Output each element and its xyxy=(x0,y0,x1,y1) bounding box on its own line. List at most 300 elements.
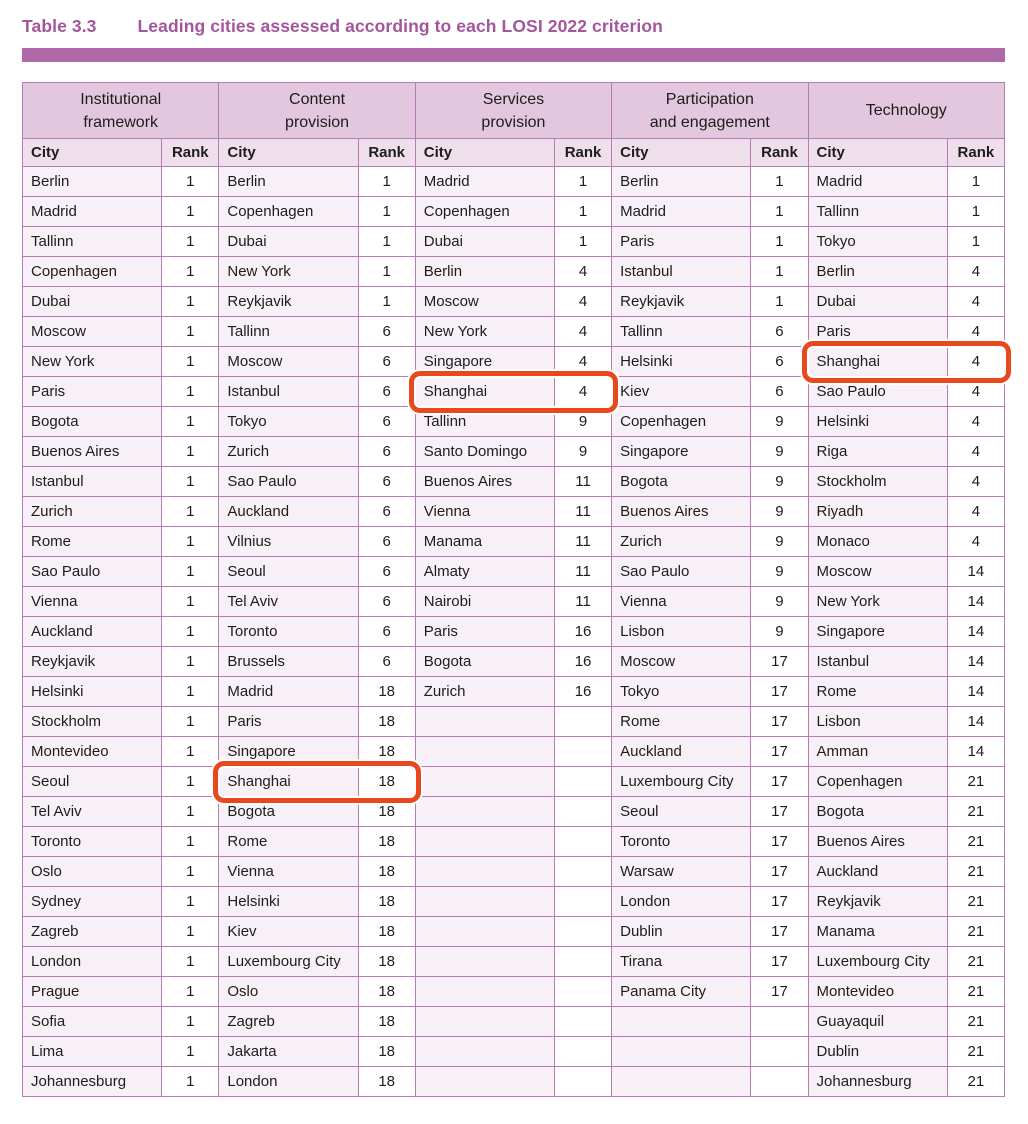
rank-cell: 9 xyxy=(751,437,808,467)
city-cell: Toronto xyxy=(612,827,751,857)
rank-cell: 1 xyxy=(751,167,808,197)
city-cell: Seoul xyxy=(612,797,751,827)
city-cell: Lisbon xyxy=(612,617,751,647)
city-cell xyxy=(415,917,554,947)
city-cell: Bogota xyxy=(612,467,751,497)
table-row xyxy=(23,437,1005,467)
losi-criteria-table xyxy=(22,82,1005,1097)
city-cell: Buenos Aires xyxy=(612,497,751,527)
rank-cell: 1 xyxy=(162,227,219,257)
rank-cell: 18 xyxy=(358,767,415,797)
city-cell: Vienna xyxy=(415,497,554,527)
city-cell: Tokyo xyxy=(219,407,358,437)
rank-cell: 1 xyxy=(947,167,1004,197)
city-cell: Manama xyxy=(808,917,947,947)
city-cell: Sao Paulo xyxy=(23,557,162,587)
table-title-text: Leading cities assessed according to each LOSI 2022 criterion xyxy=(137,16,663,36)
city-cell: Bogota xyxy=(808,797,947,827)
city-cell: Kiev xyxy=(612,377,751,407)
rank-cell: 6 xyxy=(358,647,415,677)
city-cell: Copenhagen xyxy=(415,197,554,227)
table-row xyxy=(23,947,1005,977)
rank-cell: 14 xyxy=(947,677,1004,707)
group-header-technology xyxy=(808,83,1004,139)
city-cell: Manama xyxy=(415,527,554,557)
rank-cell: 6 xyxy=(358,347,415,377)
city-cell xyxy=(612,1037,751,1067)
rank-cell xyxy=(555,1037,612,1067)
city-cell: New York xyxy=(23,347,162,377)
city-cell xyxy=(612,1007,751,1037)
city-cell: Shanghai xyxy=(808,347,947,377)
rank-cell: 16 xyxy=(555,677,612,707)
city-cell: Singapore xyxy=(808,617,947,647)
rank-cell: 1 xyxy=(162,947,219,977)
city-cell: Nairobi xyxy=(415,587,554,617)
city-cell: Berlin xyxy=(23,167,162,197)
rank-cell: 1 xyxy=(162,287,219,317)
group-header-line: provision xyxy=(481,113,546,131)
city-cell: Singapore xyxy=(219,737,358,767)
rank-cell: 6 xyxy=(358,407,415,437)
rank-cell xyxy=(555,977,612,1007)
city-cell: Prague xyxy=(23,977,162,1007)
group-header-line: Institutional xyxy=(80,90,162,108)
rank-cell: 1 xyxy=(162,647,219,677)
rank-cell: 1 xyxy=(162,587,219,617)
table-row xyxy=(23,797,1005,827)
rank-cell: 18 xyxy=(358,827,415,857)
rank-cell: 9 xyxy=(751,467,808,497)
rank-cell: 18 xyxy=(358,797,415,827)
city-cell: New York xyxy=(219,257,358,287)
table-row xyxy=(23,977,1005,1007)
rank-cell: 9 xyxy=(751,587,808,617)
group-header-participation-and-engagement xyxy=(612,83,808,139)
city-cell: Toronto xyxy=(219,617,358,647)
rank-cell: 17 xyxy=(751,857,808,887)
rank-cell xyxy=(751,1037,808,1067)
table-row xyxy=(23,227,1005,257)
city-cell: Istanbul xyxy=(612,257,751,287)
city-cell: Vilnius xyxy=(219,527,358,557)
city-cell: Madrid xyxy=(808,167,947,197)
rank-cell: 17 xyxy=(751,977,808,1007)
rank-cell: 17 xyxy=(751,707,808,737)
rank-cell: 6 xyxy=(751,317,808,347)
city-cell: Montevideo xyxy=(23,737,162,767)
group-header-line: provision xyxy=(285,113,350,131)
city-cell: Shanghai xyxy=(219,767,358,797)
rank-cell: 4 xyxy=(947,377,1004,407)
city-cell: Paris xyxy=(23,377,162,407)
rank-cell: 1 xyxy=(162,257,219,287)
rank-cell xyxy=(555,887,612,917)
city-cell: Copenhagen xyxy=(23,257,162,287)
city-cell: Monaco xyxy=(808,527,947,557)
rank-cell: 1 xyxy=(358,287,415,317)
city-cell: Luxembourg City xyxy=(612,767,751,797)
city-cell xyxy=(415,857,554,887)
rank-cell: 1 xyxy=(162,197,219,227)
city-cell xyxy=(415,767,554,797)
city-cell: Zagreb xyxy=(23,917,162,947)
city-cell: Guayaquil xyxy=(808,1007,947,1037)
rank-cell xyxy=(555,707,612,737)
rank-cell: 17 xyxy=(751,767,808,797)
rank-cell: 1 xyxy=(162,1037,219,1067)
rank-cell: 21 xyxy=(947,857,1004,887)
rank-cell: 1 xyxy=(162,167,219,197)
city-cell xyxy=(415,707,554,737)
city-cell: Lisbon xyxy=(808,707,947,737)
city-cell: Rome xyxy=(612,707,751,737)
rank-cell: 9 xyxy=(751,527,808,557)
rank-cell: 1 xyxy=(555,197,612,227)
city-cell: Dublin xyxy=(612,917,751,947)
city-cell: Paris xyxy=(219,707,358,737)
rank-cell: 14 xyxy=(947,647,1004,677)
rank-cell: 6 xyxy=(358,377,415,407)
rank-cell: 18 xyxy=(358,737,415,767)
city-cell: New York xyxy=(808,587,947,617)
rank-cell: 9 xyxy=(751,407,808,437)
rank-cell: 1 xyxy=(162,407,219,437)
rank-cell: 1 xyxy=(162,1067,219,1097)
rank-cell: 16 xyxy=(555,647,612,677)
rank-cell: 6 xyxy=(358,497,415,527)
table-row xyxy=(23,1037,1005,1067)
rank-cell: 18 xyxy=(358,947,415,977)
rank-cell: 6 xyxy=(358,437,415,467)
city-cell: Zurich xyxy=(219,437,358,467)
rank-cell xyxy=(751,1007,808,1037)
rank-cell xyxy=(555,797,612,827)
rank-cell: 11 xyxy=(555,497,612,527)
city-cell: Paris xyxy=(612,227,751,257)
rank-cell: 6 xyxy=(751,377,808,407)
city-cell: Rome xyxy=(23,527,162,557)
city-cell: Madrid xyxy=(612,197,751,227)
rank-cell: 4 xyxy=(555,317,612,347)
city-cell: Helsinki xyxy=(808,407,947,437)
rank-cell: 1 xyxy=(162,887,219,917)
rank-cell: 1 xyxy=(947,197,1004,227)
city-cell: Tokyo xyxy=(612,677,751,707)
city-cell xyxy=(612,1067,751,1097)
city-cell: Reykjavik xyxy=(23,647,162,677)
city-cell xyxy=(415,827,554,857)
city-cell: Montevideo xyxy=(808,977,947,1007)
city-cell: Johannesburg xyxy=(23,1067,162,1097)
rank-cell: 11 xyxy=(555,467,612,497)
rank-cell: 21 xyxy=(947,1067,1004,1097)
table-row xyxy=(23,647,1005,677)
table-row xyxy=(23,497,1005,527)
city-cell: Vienna xyxy=(23,587,162,617)
city-cell: Seoul xyxy=(219,557,358,587)
rank-cell: 4 xyxy=(555,377,612,407)
city-cell: Stockholm xyxy=(23,707,162,737)
rank-cell xyxy=(555,737,612,767)
city-cell xyxy=(415,1007,554,1037)
city-cell: Shanghai xyxy=(415,377,554,407)
city-cell xyxy=(415,977,554,1007)
city-cell xyxy=(415,1037,554,1067)
table-row xyxy=(23,857,1005,887)
city-cell: Buenos Aires xyxy=(415,467,554,497)
rank-cell: 4 xyxy=(947,497,1004,527)
rank-cell: 11 xyxy=(555,587,612,617)
rank-cell: 1 xyxy=(162,737,219,767)
city-cell: London xyxy=(23,947,162,977)
city-cell: London xyxy=(219,1067,358,1097)
title-underline-bar xyxy=(22,48,1005,62)
rank-cell: 21 xyxy=(947,1037,1004,1067)
city-cell: Dubai xyxy=(23,287,162,317)
rank-cell xyxy=(751,1067,808,1097)
city-cell: Bogota xyxy=(415,647,554,677)
rank-cell: 6 xyxy=(358,317,415,347)
city-cell: Sao Paulo xyxy=(808,377,947,407)
city-cell: Copenhagen xyxy=(612,407,751,437)
rank-column-header-institutional-framework: Rank xyxy=(162,139,219,167)
city-cell: Dubai xyxy=(808,287,947,317)
city-cell: Tirana xyxy=(612,947,751,977)
table-row xyxy=(23,737,1005,767)
city-cell: Luxembourg City xyxy=(219,947,358,977)
rank-cell: 14 xyxy=(947,617,1004,647)
city-cell: Madrid xyxy=(219,677,358,707)
city-column-header-technology: City xyxy=(808,139,947,167)
city-cell: Zurich xyxy=(23,497,162,527)
group-header-row xyxy=(23,83,1005,139)
rank-cell: 4 xyxy=(947,347,1004,377)
rank-cell: 21 xyxy=(947,977,1004,1007)
rank-cell xyxy=(555,827,612,857)
city-cell: Bogota xyxy=(23,407,162,437)
city-cell xyxy=(415,1067,554,1097)
rank-cell: 6 xyxy=(358,467,415,497)
city-cell: Buenos Aires xyxy=(808,827,947,857)
city-cell: Sao Paulo xyxy=(612,557,751,587)
table-row xyxy=(23,587,1005,617)
rank-cell: 21 xyxy=(947,767,1004,797)
city-cell: Santo Domingo xyxy=(415,437,554,467)
rank-cell: 6 xyxy=(358,557,415,587)
rank-column-header-content-provision: Rank xyxy=(358,139,415,167)
rank-cell: 1 xyxy=(751,257,808,287)
table-row xyxy=(23,527,1005,557)
table-caption xyxy=(22,14,1028,37)
city-cell: Rome xyxy=(808,677,947,707)
city-cell: Auckland xyxy=(808,857,947,887)
rank-cell: 1 xyxy=(162,347,219,377)
rank-cell: 1 xyxy=(162,557,219,587)
city-cell: Tallinn xyxy=(612,317,751,347)
rank-cell: 14 xyxy=(947,557,1004,587)
city-cell: Johannesburg xyxy=(808,1067,947,1097)
city-cell: Stockholm xyxy=(808,467,947,497)
city-cell: London xyxy=(612,887,751,917)
city-cell: Berlin xyxy=(415,257,554,287)
city-cell: Moscow xyxy=(23,317,162,347)
city-cell: Amman xyxy=(808,737,947,767)
rank-cell: 17 xyxy=(751,647,808,677)
city-cell: Madrid xyxy=(415,167,554,197)
rank-cell: 21 xyxy=(947,827,1004,857)
rank-column-header-participation-and-engagement: Rank xyxy=(751,139,808,167)
rank-cell: 1 xyxy=(358,257,415,287)
city-cell: Panama City xyxy=(612,977,751,1007)
rank-cell: 1 xyxy=(162,917,219,947)
rank-cell: 17 xyxy=(751,917,808,947)
rank-cell: 1 xyxy=(162,317,219,347)
city-cell: Tallinn xyxy=(219,317,358,347)
city-cell: Auckland xyxy=(23,617,162,647)
table-row xyxy=(23,377,1005,407)
rank-cell: 17 xyxy=(751,737,808,767)
table-row xyxy=(23,467,1005,497)
table-row xyxy=(23,557,1005,587)
group-header-services-provision xyxy=(415,83,611,139)
rank-cell: 1 xyxy=(358,227,415,257)
rank-cell: 17 xyxy=(751,947,808,977)
city-cell: Tel Aviv xyxy=(219,587,358,617)
rank-cell: 1 xyxy=(162,377,219,407)
city-cell: Helsinki xyxy=(219,887,358,917)
rank-cell xyxy=(555,857,612,887)
group-header-line: Services xyxy=(482,90,545,108)
city-cell: Buenos Aires xyxy=(23,437,162,467)
city-cell: Berlin xyxy=(612,167,751,197)
table-row xyxy=(23,347,1005,377)
table-row xyxy=(23,767,1005,797)
group-header-line: Content xyxy=(289,90,346,108)
rank-cell: 1 xyxy=(162,827,219,857)
rank-cell: 1 xyxy=(162,977,219,1007)
rank-cell: 4 xyxy=(555,347,612,377)
rank-cell: 1 xyxy=(162,767,219,797)
rank-cell: 18 xyxy=(358,977,415,1007)
rank-cell: 21 xyxy=(947,1007,1004,1037)
city-cell: Zagreb xyxy=(219,1007,358,1037)
city-cell: Tallinn xyxy=(808,197,947,227)
rank-cell: 1 xyxy=(162,677,219,707)
rank-cell: 4 xyxy=(947,257,1004,287)
rank-cell: 4 xyxy=(947,437,1004,467)
city-cell: Reykjavik xyxy=(612,287,751,317)
city-cell: Paris xyxy=(808,317,947,347)
rank-cell: 1 xyxy=(751,287,808,317)
rank-cell: 18 xyxy=(358,857,415,887)
group-header-line: Technology xyxy=(865,102,947,119)
city-cell: Moscow xyxy=(808,557,947,587)
city-cell: Vienna xyxy=(219,857,358,887)
table-row xyxy=(23,887,1005,917)
table-row xyxy=(23,677,1005,707)
rank-cell: 1 xyxy=(162,797,219,827)
rank-cell: 18 xyxy=(358,1007,415,1037)
table-row xyxy=(23,257,1005,287)
city-cell: Dubai xyxy=(219,227,358,257)
city-cell: Sydney xyxy=(23,887,162,917)
city-cell: Luxembourg City xyxy=(808,947,947,977)
rank-cell: 18 xyxy=(358,677,415,707)
rank-cell xyxy=(555,917,612,947)
rank-cell: 1 xyxy=(751,227,808,257)
city-cell: Zurich xyxy=(612,527,751,557)
city-cell: Auckland xyxy=(612,737,751,767)
city-column-header-participation-and-engagement: City xyxy=(612,139,751,167)
rank-cell: 1 xyxy=(162,527,219,557)
rank-cell: 14 xyxy=(947,737,1004,767)
city-cell: Oslo xyxy=(219,977,358,1007)
table-row xyxy=(23,617,1005,647)
rank-cell: 11 xyxy=(555,527,612,557)
city-cell: Reykjavik xyxy=(808,887,947,917)
rank-cell: 4 xyxy=(555,287,612,317)
group-header-institutional-framework xyxy=(23,83,219,139)
city-cell: Oslo xyxy=(23,857,162,887)
city-cell: Tallinn xyxy=(23,227,162,257)
rank-cell xyxy=(555,767,612,797)
city-cell: Helsinki xyxy=(23,677,162,707)
rank-cell: 9 xyxy=(555,437,612,467)
rank-cell: 14 xyxy=(947,707,1004,737)
city-cell: Toronto xyxy=(23,827,162,857)
city-cell: New York xyxy=(415,317,554,347)
city-cell: Auckland xyxy=(219,497,358,527)
group-header-line: Participation xyxy=(665,90,754,108)
city-cell: Berlin xyxy=(808,257,947,287)
city-cell: Madrid xyxy=(23,197,162,227)
table-row xyxy=(23,827,1005,857)
rank-cell: 1 xyxy=(751,197,808,227)
rank-cell: 18 xyxy=(358,917,415,947)
city-cell: Bogota xyxy=(219,797,358,827)
rank-cell: 9 xyxy=(751,497,808,527)
rank-cell: 1 xyxy=(162,1007,219,1037)
city-cell: Kiev xyxy=(219,917,358,947)
city-column-header-content-provision: City xyxy=(219,139,358,167)
city-cell: Sofia xyxy=(23,1007,162,1037)
table-number-label: Table 3.3 xyxy=(22,16,97,36)
rank-cell: 4 xyxy=(947,287,1004,317)
rank-cell: 1 xyxy=(947,227,1004,257)
rank-cell: 14 xyxy=(947,587,1004,617)
rank-cell: 4 xyxy=(555,257,612,287)
city-cell: Moscow xyxy=(219,347,358,377)
rank-cell: 1 xyxy=(162,497,219,527)
table-row xyxy=(23,707,1005,737)
sub-header-row xyxy=(23,139,1005,167)
rank-cell: 18 xyxy=(358,1067,415,1097)
table-row xyxy=(23,917,1005,947)
city-cell: Warsaw xyxy=(612,857,751,887)
rank-cell: 18 xyxy=(358,707,415,737)
city-cell: Istanbul xyxy=(219,377,358,407)
city-cell: Moscow xyxy=(415,287,554,317)
rank-cell: 17 xyxy=(751,887,808,917)
city-column-header-institutional-framework: City xyxy=(23,139,162,167)
city-cell: Brussels xyxy=(219,647,358,677)
table-row xyxy=(23,1067,1005,1097)
city-cell xyxy=(415,737,554,767)
city-cell: Istanbul xyxy=(23,467,162,497)
table-wrapper xyxy=(22,82,1005,1097)
rank-cell: 6 xyxy=(358,527,415,557)
